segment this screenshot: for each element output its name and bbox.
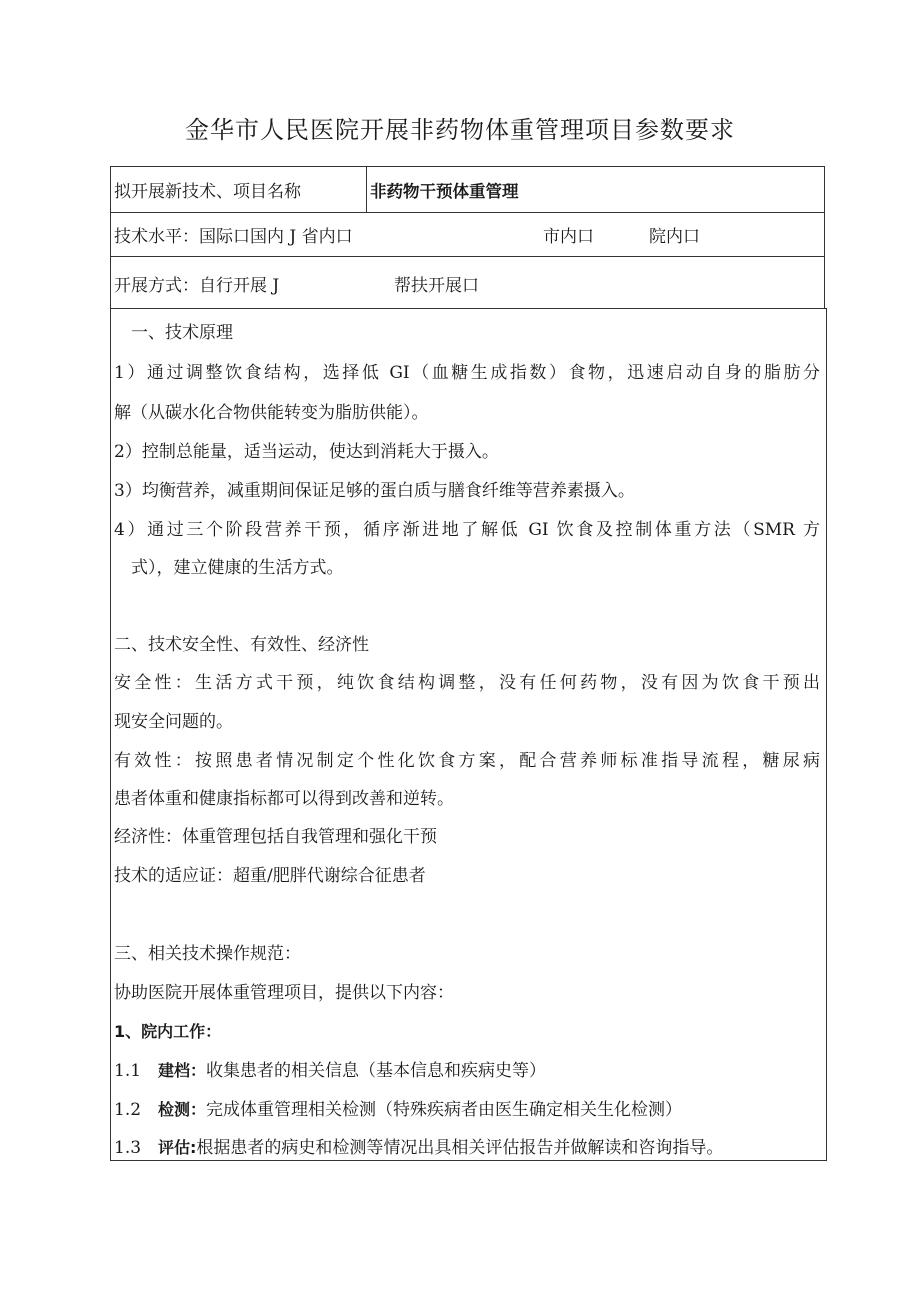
tech-level-city: 市内口	[543, 227, 594, 247]
item-text: 根据患者的病史和检测等情况出具相关评估报告并做解读和咨询指导。	[196, 1138, 724, 1158]
document-title: 金华市人民医院开展非药物体重管理项目参数要求	[185, 116, 735, 144]
operation-item	[114, 1098, 682, 1122]
project-name-value: 非药物干预体重管理	[370, 181, 519, 201]
item-label: 评估:	[158, 1138, 197, 1157]
tech-level-hospital: 院内口	[649, 227, 700, 247]
principle-line: 1）通过调整饮食结构，选择低 GI（血糖生成指数）食物，迅速启动自身的脂肪分	[114, 363, 820, 383]
tech-level-label: 技术水平：国际口国内 J 省内口	[114, 227, 353, 247]
operation-subheading: 1、院内工作：	[114, 1022, 222, 1041]
safety-line: 技术的适应证：超重/肥胖代谢综合征患者	[114, 866, 426, 886]
cell-divider	[366, 167, 367, 212]
safety-line: 有效性：按照患者情况制定个性化饮食方案，配合营养师标准指导流程，糖尿病	[114, 751, 820, 771]
item-number: 1.1	[114, 1061, 142, 1081]
safety-line: 安全性：生活方式干预，纯饮食结构调整，没有任何药物，没有因为饮食干预出	[114, 673, 820, 693]
principle-line: 4）通过三个阶段营养干预，循序渐进地了解低 GI 饮食及控制体重方法（SMR 方	[114, 520, 820, 540]
safety-line: 患者体重和健康指标都可以得到改善和逆转。	[114, 789, 454, 809]
project-name-row	[111, 167, 824, 213]
principle-line: 2）控制总能量，适当运动，使达到消耗大于摄入。	[114, 442, 499, 462]
principle-line: 3）均衡营养，减重期间保证足够的蛋白质与膳食纤维等营养素摄入。	[114, 481, 635, 501]
item-number: 1.3	[114, 1138, 142, 1158]
dev-mode-assist: 帮扶开展口	[394, 275, 479, 296]
principle-line: 式），建立健康的生活方式。	[131, 558, 344, 578]
content-box	[110, 308, 827, 1161]
item-label: 建档：	[158, 1061, 207, 1080]
operation-item	[114, 1136, 723, 1160]
dev-mode-label: 开展方式：自行开展 J	[114, 275, 280, 296]
item-text: 完成体重管理相关检测（特殊疾病者由医生确定相关生化检测）	[206, 1100, 683, 1120]
safety-line: 现安全问题的。	[114, 712, 233, 732]
principle-heading: 一、技术原理	[131, 323, 233, 343]
tech-level-row	[111, 213, 824, 257]
principle-line: 解（从碳水化合物供能转变为脂肪供能）。	[114, 403, 429, 423]
safety-line: 经济性：体重管理包括自我管理和强化干预	[114, 827, 437, 847]
item-number: 1.2	[114, 1100, 142, 1120]
item-label: 检测：	[158, 1100, 207, 1119]
item-text: 收集患者的相关信息（基本信息和疾病史等）	[206, 1061, 547, 1081]
project-info-table	[110, 166, 825, 309]
project-name-label: 拟开展新技术、项目名称	[114, 182, 301, 202]
safety-heading: 二、技术安全性、有效性、经济性	[114, 635, 369, 655]
dev-mode-row	[111, 257, 824, 309]
operation-intro: 协助医院开展体重管理项目，提供以下内容：	[114, 983, 454, 1003]
operation-item	[114, 1059, 546, 1083]
operation-heading: 三、相关技术操作规范：	[114, 944, 301, 964]
